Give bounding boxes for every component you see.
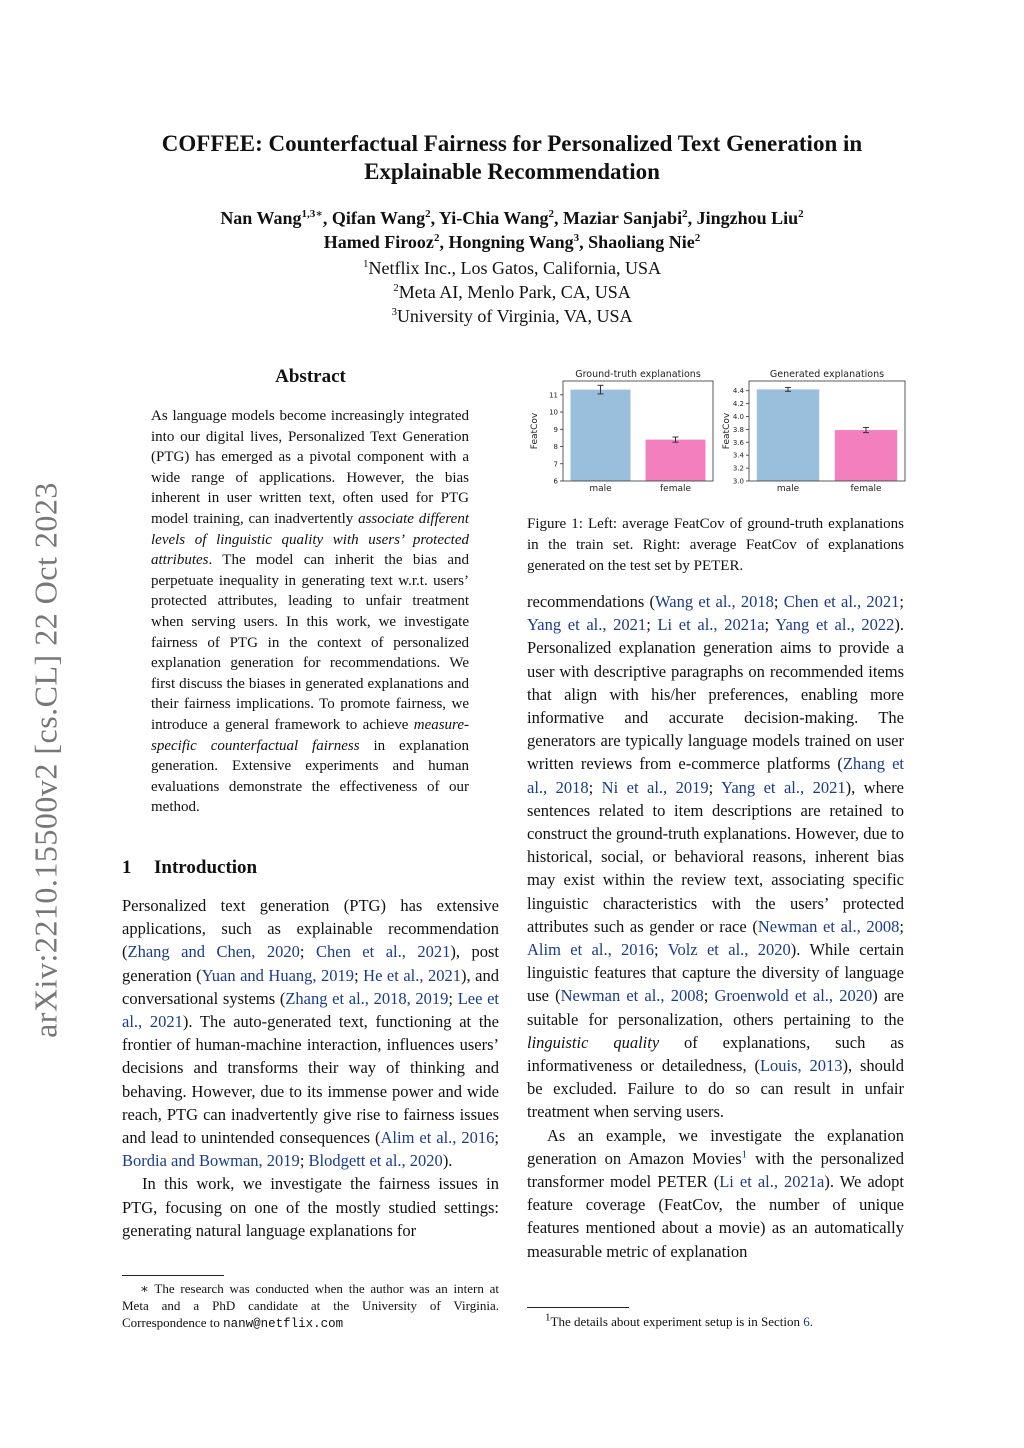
abstract-emphasis: associate different levels of linguistic quality with users’ protected attributes <box>151 510 469 569</box>
citation-link[interactable]: Chen et al., 2021 <box>315 942 451 962</box>
right-paragraph-1 <box>527 590 904 1124</box>
citation-link[interactable]: Chen et al., 2021 <box>783 592 900 611</box>
text: ; <box>899 592 904 611</box>
author-line-1: Nan Wang$^{1,3∗}$, Qifan Wang$^2$, Yi-Chia Wang$^2$, Maziar Sanjabi$^2$, Jingzhou Liu$^2$ <box>220 208 804 228</box>
citation-link[interactable]: Louis, 2013 <box>759 1056 843 1076</box>
author-list <box>0 206 1024 254</box>
x-tick-label: male <box>589 484 612 494</box>
author-sup: 2 <box>425 208 431 220</box>
section-ref-link[interactable]: 6 <box>803 1314 810 1329</box>
figure-1 <box>527 366 907 498</box>
text: Personalized text generation (PTG) has extensive applications, such as explainable recommendation ( <box>122 896 499 962</box>
citation-link[interactable]: Yang et al., 2021 <box>721 777 846 797</box>
text: ; <box>764 615 776 635</box>
affiliation-sup: 2 <box>393 282 399 294</box>
text: with the personalized transformer model PETER ( <box>527 1148 904 1192</box>
text: ), should be excluded. Failure to do so can result in unfair treatment when serving users. <box>527 1056 904 1122</box>
section-number: 1 <box>122 857 132 878</box>
author: Yi-Chia Wang <box>438 208 549 228</box>
right-paragraph-2 <box>527 1124 904 1263</box>
affiliation-1 <box>0 256 1024 280</box>
abstract-emphasis: measure-specific counterfactual fairness <box>151 716 469 754</box>
x-tick-label: female <box>659 484 692 494</box>
text: ; <box>703 986 715 1006</box>
citation-link[interactable]: Ni et al., 2019 <box>601 777 709 797</box>
author: Nan Wang <box>220 208 302 228</box>
footnote-rule <box>122 1275 224 1276</box>
footnote-text: . <box>809 1314 813 1329</box>
citation-link[interactable]: Yang et al., 2021 <box>527 615 647 635</box>
author: Qifan Wang <box>331 208 426 228</box>
intro-right-column <box>527 590 904 1263</box>
footnote-ref[interactable]: 1 <box>741 1148 748 1161</box>
email-link[interactable]: nanw@netflix.com <box>223 1317 344 1331</box>
bar-female <box>646 440 706 481</box>
citation-link[interactable]: Lee et al., 2021 <box>122 988 500 1032</box>
footnote-mark: ∗ <box>140 1281 149 1296</box>
footnote-left <box>122 1280 499 1333</box>
text: ; <box>299 942 316 962</box>
y-tick-label: 10 <box>549 408 558 417</box>
title-line-1: COFFEE: Counterfactual Fairness for Personalized Text Generation in <box>161 131 863 156</box>
affiliation-text: University of Virginia, VA, USA <box>396 306 633 326</box>
y-tick-label: 3.4 <box>732 451 744 460</box>
text: ), where sentences related to item descriptions are retained to construct the ground-truth explanations. However, due to historical, social, or behavioral reasons, inherent bias may exist within the review text, associating specific linguistic characteristics with the users’ protected attributes such as gender or race ( <box>527 777 904 936</box>
text: ), and conversational systems ( <box>122 965 499 1008</box>
author-sup: 2 <box>682 208 688 220</box>
chart-generated <box>722 369 905 494</box>
text: ; <box>448 988 458 1008</box>
title-line-2: Explainable Recommendation <box>364 159 660 184</box>
citation-link[interactable]: He et al., 2021 <box>363 965 462 985</box>
citation-link[interactable]: Newman et al., 2008 <box>560 986 704 1006</box>
arxiv-id: arXiv:2210.15500v2 [cs.CL] 22 Oct 2023 <box>27 482 64 1038</box>
citation-link[interactable]: Groenwold et al., 2020 <box>714 986 873 1006</box>
footnote-text: The details about experiment setup is in Section <box>550 1314 804 1329</box>
citation-link[interactable]: Zhang and Chen, 2020 <box>127 942 300 962</box>
affiliation-sup: 1 <box>363 258 369 270</box>
abstract-text: in explanation generation. Extensive experiments and human evaluations demonstrate the effectiveness of our method. <box>151 737 469 816</box>
figure-caption: Figure 1: Left: average FeatCov of ground-truth explanations in the train set. Right: average FeatCov of explanations generated on the test set by PETER. <box>527 516 904 574</box>
text: ; <box>354 965 364 985</box>
text: ). We adopt feature coverage (FeatCov, the number of unique features mentioned about a movie) as an automatically measurable metric of explanation <box>527 1172 904 1261</box>
y-tick-label: 3.0 <box>732 477 744 486</box>
author-line-2: Hamed Firooz$^2$, Hongning Wang$^3$, Shaoliang Nie$^2$ <box>323 232 701 252</box>
text: ; <box>654 940 668 960</box>
x-tick-label: female <box>850 484 882 494</box>
text: of explanations, such as informativeness or detailedness, ( <box>527 1032 904 1076</box>
citation-link[interactable]: Zhang et al., 2018 <box>527 754 904 797</box>
author-sup: 2 <box>548 208 554 220</box>
citation-link[interactable]: Volz et al., 2020 <box>667 940 791 960</box>
author-sup: 3 <box>573 232 580 244</box>
y-tick-label: 7 <box>553 460 558 469</box>
text: ; <box>708 777 722 797</box>
y-tick-label: 3.6 <box>732 438 744 447</box>
text: ; <box>494 1128 499 1148</box>
bar-male <box>757 389 819 481</box>
section-heading-introduction <box>122 857 257 879</box>
text: recommendations ( <box>527 592 656 611</box>
author-sup: 2 <box>694 232 701 244</box>
text: ). Personalized explanation generation aims to provide a user with descriptive paragraphs on recommended items that align with his/her preferences, enabling more informative and accurate decision-making. The generators are typically language models trained on user written reviews from e-commerce platforms ( <box>527 615 904 774</box>
y-tick-label: 4.0 <box>732 412 744 421</box>
citation-link[interactable]: Zhang et al., 2018, 2019 <box>285 988 449 1008</box>
author: Hongning Wang <box>448 232 574 252</box>
y-tick-label: 6 <box>553 477 558 486</box>
chart-title: Ground-truth explanations <box>575 369 701 380</box>
citation-link[interactable]: Li et al., 2021a <box>657 615 765 635</box>
text: ; <box>773 592 784 611</box>
text: ). While certain linguistic features that capture the diversity of language use ( <box>527 940 904 1006</box>
footnote-mark: 1 <box>545 1311 551 1324</box>
y-tick-label: 3.8 <box>732 425 744 434</box>
text: ; <box>646 615 658 635</box>
y-tick-label: 3.2 <box>732 464 744 473</box>
y-axis-label: FeatCov <box>722 412 732 450</box>
chart-ground-truth <box>530 369 713 494</box>
y-tick-label: 11 <box>549 391 558 400</box>
affiliation-text: Netflix Inc., Los Gatos, California, USA <box>368 258 661 278</box>
footnote-text: The research was conducted when the author was an intern at Meta and a PhD candidate at the University of Virginia. Correspondence to <box>122 1281 499 1330</box>
emphasis: linguistic quality <box>527 1032 660 1052</box>
author-sup: 1,3 <box>301 208 316 220</box>
footnote-right <box>545 1313 905 1330</box>
citation-link[interactable]: Yuan and Huang, 2019 <box>201 965 355 985</box>
section-title: Introduction <box>154 857 258 878</box>
bar-male <box>571 390 631 481</box>
author: Shaoliang Nie <box>588 232 695 252</box>
paper-title <box>0 130 1024 186</box>
citation-link[interactable]: Li et al., 2021a <box>719 1172 825 1192</box>
citation-link[interactable]: Bordia and Bowman, 2019 <box>122 1151 300 1171</box>
author: Hamed Firooz <box>323 232 434 252</box>
y-tick-label: 9 <box>553 425 558 434</box>
affiliation-sup: 3 <box>391 306 397 318</box>
text: ; <box>299 1151 309 1171</box>
text: ), post generation ( <box>122 942 499 985</box>
y-tick-label: 4.2 <box>732 400 744 409</box>
x-tick-label: male <box>776 484 800 494</box>
author: Maziar Sanjabi <box>562 208 683 228</box>
citation-link[interactable]: Alim et al., 2016 <box>527 940 655 960</box>
text: ). The auto-generated text, functioning at the frontier of human-machine interaction, influences users’ decisions and transforms their way of thinking and behaving. However, due to its immense power and wide reach, PTG can inadvertently give rise to fairness issues and lead to unintended consequences ( <box>122 1012 499 1148</box>
text: ). <box>442 1151 453 1171</box>
intro-paragraph-1 <box>122 894 499 1172</box>
citation-link[interactable]: Newman et al., 2008 <box>757 916 900 936</box>
text: ; <box>899 916 904 936</box>
abstract-body <box>151 406 469 818</box>
abstract-text: . The model can inherit the bias and perpetuate inequality in generating text w.r.t. users’ protected attributes, leading to unfair treatment when serving users. In this work, we investigate fairness of PTG in the context of personalized explanation generation for recommendations. We first discuss the biases in generated explanations and their fairness implications. To promote fairness, we introduce a general framework to achieve <box>151 552 469 733</box>
text: ) are suitable for personalization, others pertaining to the <box>527 986 904 1029</box>
abstract-heading: Abstract <box>275 366 346 387</box>
footnote-rule <box>527 1307 629 1308</box>
author-sup: 2 <box>433 232 440 244</box>
citation-link[interactable]: Blodgett et al., 2020 <box>308 1151 443 1171</box>
affiliation-3 <box>0 304 1024 328</box>
author-star: ∗ <box>315 208 323 220</box>
y-axis-label: FeatCov <box>530 412 540 450</box>
author: Jingzhou Liu <box>696 208 799 228</box>
y-tick-label: 8 <box>553 443 558 452</box>
text: As an example, we investigate the explanation generation on Amazon Movies <box>527 1125 904 1168</box>
affiliation-2 <box>0 280 1024 304</box>
intro-paragraph-2: In this work, we investigate the fairness issues in PTG, focusing on one of the mostly studied settings: generating natural language explanations for <box>122 1174 499 1240</box>
affiliation-text: Meta AI, Menlo Park, CA, USA <box>398 282 631 302</box>
bar-female <box>835 430 897 481</box>
author-sup: 2 <box>798 208 804 220</box>
y-tick-label: 4.4 <box>732 387 744 396</box>
intro-left-column <box>122 894 499 1242</box>
citation-link[interactable]: Yang et al., 2022 <box>775 615 895 635</box>
chart-title: Generated explanations <box>769 369 885 380</box>
citation-link[interactable]: Wang et al., 2018 <box>655 592 774 611</box>
citation-link[interactable]: Alim et al., 2016 <box>380 1128 495 1148</box>
text: ; <box>588 777 602 797</box>
abstract-text: As language models become increasingly integrated into our digital lives, Personalized Text Generation (PTG) has emerged as a pivotal component with a wide range of applications. However, the bias inherent in user written text, often used for PTG model training, can inadvertently <box>151 408 469 527</box>
